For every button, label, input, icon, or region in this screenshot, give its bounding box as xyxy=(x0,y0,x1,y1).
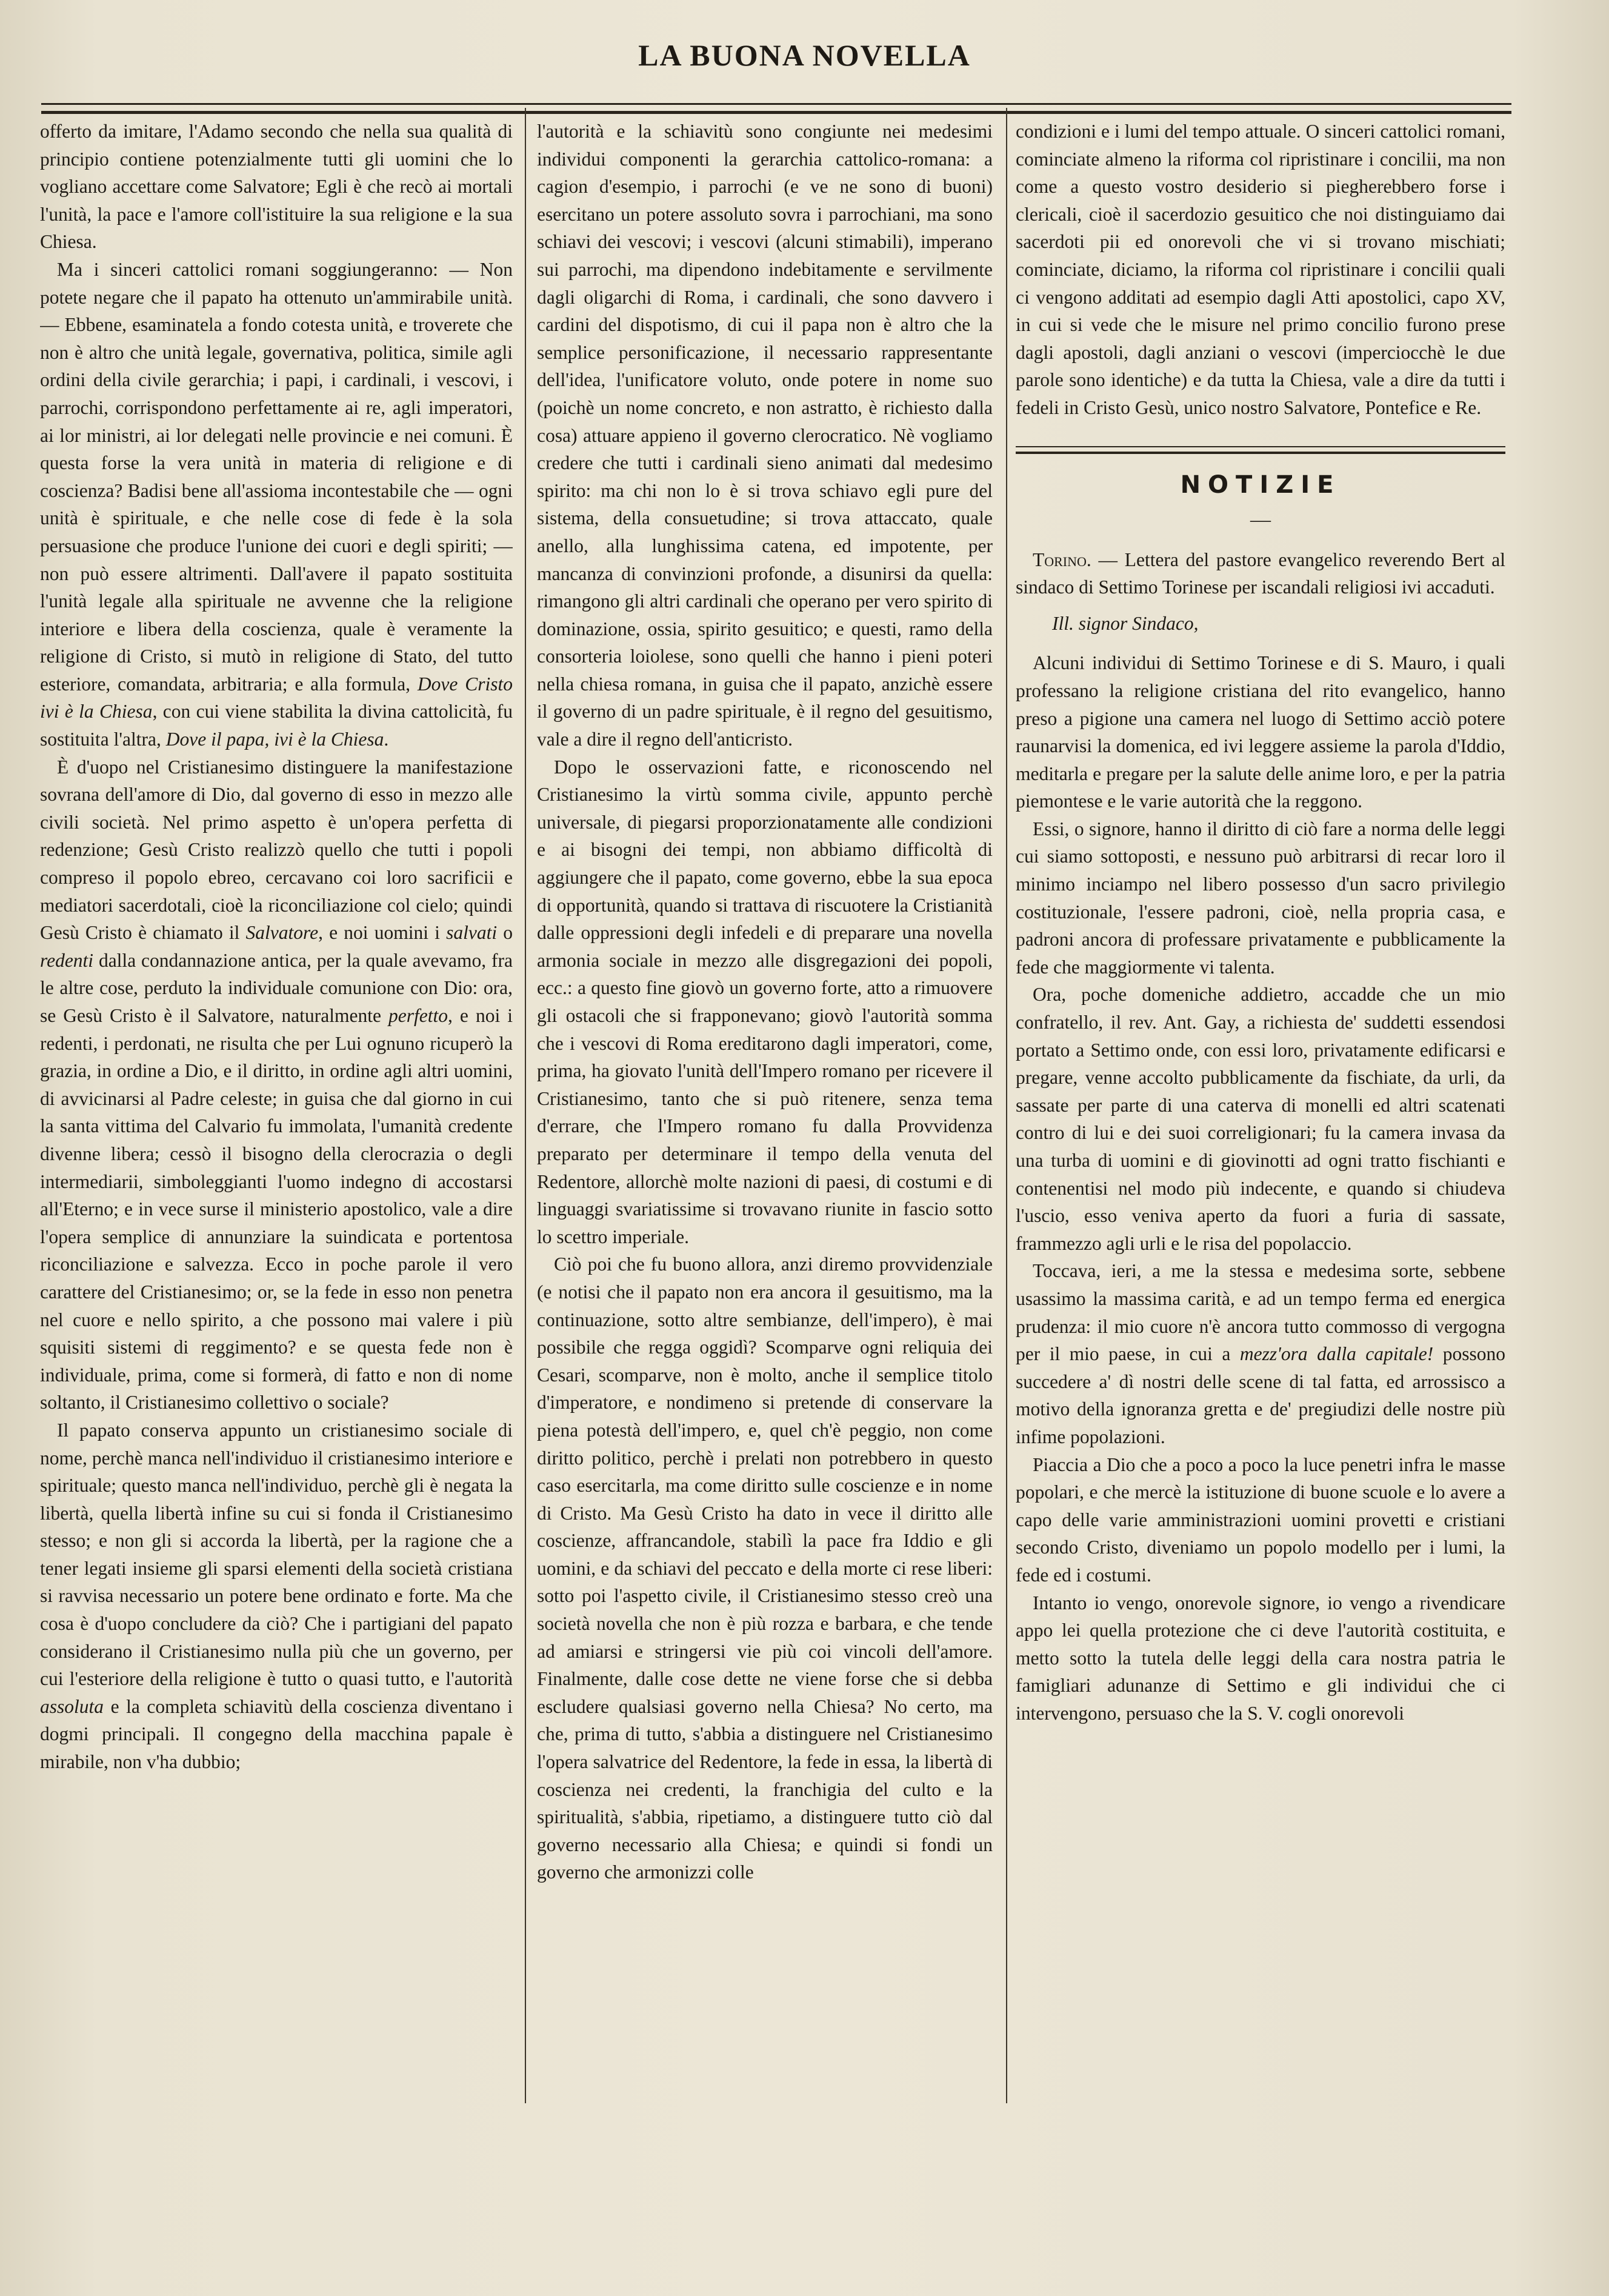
paragraph: Ciò poi che fu buono allora, anzi diremo provvidenziale (e notisi che il papato non era ancora il gesuitismo, ma la continuazione, sotto altre sembianze, dell'impero), è mai possibile che regga oggidì? Scomparve ogni reliquia dei Cesari, scomparve, non è molto, anche il semplice titolo d'imperatore, e nondimeno si pretende di conservare la piena potestà dell'impero, e, quel ch'è peggio, non come diritto politico, perchè i prelati non potrebbero in questo caso esercitarla, ma come diritto sulle coscienze e in nome di Cristo. Ma Gesù Cristo ha dato in vece il diritto alle coscienze, affrancandole, stabilì la pace fra Iddio e gli uomini, e da schiavi del peccato e della morte ci rese liberi: sotto poi l'aspetto civile, il Cristianesimo stesso creò una società novella che non è più rozza e barbara, e che tende ad amiarsi e stringersi vie più coi vincoli dell'amore. Finalmente, dalle cose dette ne viene forse che si debba escludere qualsiasi governo nella Chiesa? No certo, ma che, prima di tutto, s'abbia a distinguere nel Cristianesimo l'opera salvatrice del Redentore, la fede in essa, la libertà di coscienza nei credenti, la franchigia del culto e la spiritualità, s'abbia, ripetiamo, a distinguere tutto ciò dal governo necessario alla Chiesa; e quindi si fondi un governo che armonizzi colle xyxy=(537,1253,993,1883)
article-column-2 xyxy=(537,118,993,2118)
paragraph: offerto da imitare, l'Adamo secondo che nella sua qualità di principio contiene potenzialmente tutti gli uomini che lo vogliano accettare come Salvatore; Egli è che recò ai mortali l'unità, la pace e l'amore coll'istituire la sua religione e la sua Chiesa. xyxy=(40,121,513,253)
section-title: NOTIZIE xyxy=(1180,470,1341,499)
section-divider xyxy=(1016,446,1505,454)
italic-phrase: mezz'ora dalla capitale! xyxy=(1239,1343,1434,1365)
paragraph: Ora, poche domeniche addietro, accadde che un mio confratello, il rev. Ant. Gay, a richiesta de' suddetti essendosi portato a Settimo onde, con essi loro, privatamente edificarsi e pregare, venne accolto pubblicamente da fischiate, da urli, da sassate per parte di una caterva di monelli ed altri scatenati contro di lui e dei suoi correligionari; fu la camera invasa da una turba di uomini e di giovinotti ad ogni tratto fischianti e contenentisi nel modo più indecente, e quando si chiudeva l'uscio, esso veniva aperto da fuori a furia di sassate, frammezzo agli urli e le risa del popolaccio. xyxy=(1016,984,1505,1254)
paragraph: È d'uopo nel Cristianesimo distinguere la manifestazione sovrana dell'amore di Dio, dal governo di esso in mezzo alle civili società. Nel primo aspetto è un'opera perfetta di redenzione; Gesù Cristo realizzò quello che tutti i popoli compreso il popolo ebreo, cercavano coi loro sacrificii e mediatori sacerdotali, cioè la riconciliazione col cielo; quindi Gesù Cristo è chiamato il Salvatore, e noi uomini i salvati o redenti dalla condannazione antica, per la quale avevamo, fra le altre cose, perduto la individuale comunione con Dio: ora, se Gesù Cristo è il Salvatore, naturalmente perfetto, e noi i redenti, i perdonati, ne risulta che per Lui ognuno ricuperò la grazia, in ordine a Dio, e il diritto, in ordine agli altri uomini, di avvicinarsi al Padre celeste; in guisa che dal giorno in cui la santa vittima del Calvario fu immolata, l'umanità credente divenne libera; cessò il bisogno della clerocrazia o degli intermediarii, simboleggianti l'uomo indegno di accostarsi all'Eterno; e in vece surse il ministerio apostolico, vale a dire l'opera semplice di annunziare la suindicata e portentosa riconciliazione e salvezza. Ecco in poche parole il vero carattere del Cristianesimo; or, se la fede in esso non penetra nel cuore e nello spirito, a che possono mai valere i più squisiti sistemi di reggimento? e se questa fede non è individuale, prima, come si formerà, di fatto e non di nome soltanto, il Cristianesimo collettivo o sociale? xyxy=(40,756,513,1413)
header-double-rule xyxy=(41,103,1511,114)
column-divider xyxy=(1006,108,1007,2103)
paragraph: Intanto io vengo, onorevole signore, io vengo a rivendicare appo lei quella protezione che ci deve l'autorità costituita, e metto sotto la tutela delle leggi della cara nostra patria le famigliari adunanze di Settimo e gli individui che ci intervengono, persuaso che la S. V. cogli onorevoli xyxy=(1016,1592,1505,1724)
paragraph: Essi, o signore, hanno il diritto di ciò fare a norma delle leggi cui siamo sottoposti, e nessuno può arbitrarsi di recar loro il minimo inciampo nel libero possesso d'un sacro privilegio costituzionale, l'essere padroni, cioè, nella propria casa, e padroni ancora di professare privatamente e pubblicamente la fede che maggiormente vi talenta. xyxy=(1016,818,1505,978)
italic-phrase: Dove il papa, ivi è la Chiesa xyxy=(165,729,384,750)
paragraph: condizioni e i lumi del tempo attuale. O sinceri cattolici romani, cominciate almeno la riforma col ripristinare i concilii, ma non come a questo vostro desiderio si piegherebbero forse i clericali, cioè il sacerdozio gesuitico che noi distinguiamo dai sacerdoti pii ed onorevoli che vi si trovano mischiati; cominciate, diciamo, la riforma col ripristinare i concilii quali ci vengono additati ad esempio dagli Atti apostolici, capo XV, in cui si vede che le misure nel primo concilio furono prese dagli apostoli, dagli anziani o vescovi (imperciocchè le due parole sono identiche) e da tutta la Chiesa, vale a dire da tutti i fedeli in Cristo Gesù, unico nostro Salvatore, Pontefice e Re. xyxy=(1016,121,1505,418)
paragraph: Alcuni individui di Settimo Torinese e di S. Mauro, i quali professano la religione cristiana del rito evangelico, hanno preso a pigione una camera nel luogo di Settimo acciò potere raunarvisi la domenica, ed ivi leggere assieme la parola d'Iddio, meditarla e pregare per la salute delle anime loro, e per la patria piemontese e le varie autorità che la reggono. xyxy=(1016,652,1505,812)
paragraph: l'autorità e la schiavitù sono congiunte nei medesimi individui componenti la gerarchia cattolico-romana: a cagion d'esempio, i parrochi (e ve ne sono di buoni) esercitano un potere assoluto sovra i parrochiani, ma sono schiavi dei vescovi; i vescovi (alcuni stimabili), imperano sui parrochi, ma dipendono indebitamente e servilmente dagli oligarchi di Roma, i cardinali, che sono davvero i cardini del dispotismo, di cui il papa non è altro che la semplice personificazione, il necessario rappresentante dell'idea, l'unificatore voluto, onde potere in nome suo (poichè un nome concreto, e non astratto, è richiesto dalla cosa) attuare appieno il governo clerocratico. Nè vogliamo credere che tutti i cardinali sieno animati dal medesimo spirito: ma chi non lo è si trova schiavo egli pure del sistema, della consuetudine; si trova attaccato, quale anello, alla lunghissima catena, ed impotente, per mancanza di convinzioni profonde, a disunirsi da quella: rimangono gli altri cardinali che operano per vero spirito di dominazione, ossia, spirito gesuitico; e questi, ramo della consorteria loiolese, sono quelli che hanno i pieni poteri nella chiesa romana, in guisa che il papato, anzichè essere il governo di un padre spirituale, è il regno del gesuitismo, vale a dire il regno dell'anticristo. xyxy=(537,121,993,750)
salutation: Ill. signor Sindaco, xyxy=(1052,612,1199,634)
paragraph: Piaccia a Dio che a poco a poco la luce penetri infra le masse popolari, e che mercè la istituzione di buone scuole e lo avere a capo delle varie amministrazioni uomini provetti e cristiani secondo Cristo, diveniamo un popolo modello per i lumi, la fede ed i costumi. xyxy=(1016,1453,1505,1586)
italic-phrase: Dove Cristo ivi è la Chiesa xyxy=(40,673,513,723)
italic-phrase: Salvatore xyxy=(245,922,319,944)
title-dash: — xyxy=(1250,508,1271,531)
article-column-3 xyxy=(1016,118,1505,2118)
italic-phrase: redenti xyxy=(40,949,94,971)
paragraph: Il papato conserva appunto un cristianesimo sociale di nome, perchè manca nell'individuo il cristianesimo interiore e spirituale; questo manca nell'individuo, perchè gli è negata la libertà, quella libertà infine su cui si fonda il Cristianesimo stesso; e non gli si accorda la libertà, per la ragione che a tener legati insieme gli sparsi elementi della società cristiana si ravvisa necessario un potere bene ordinato e forte. Ma che cosa è d'uopo concludere da ciò? Che i partigiani del papato considerano il Cristianesimo nulla più che un governo, per cui l'esteriore della religione è tutto o quasi tutto, e l'autorità assoluta e la completa schiavitù della coscienza diventano i dogmi principali. Il congegno della macchina papale è mirabile, non v'ha dubbio; xyxy=(40,1419,513,1773)
paragraph: Ma i sinceri cattolici romani soggiungeranno: — Non potete negare che il papato ha ottenuto un'ammirabile unità. — Ebbene, esaminatela a fondo cotesta unità, e troverete che non è altro che unità legale, governativa, politica, simile agli ordini della civile gerarchia; i papi, i cardinali, i vescovi, i parrochi, corrispondono perfettamente ai re, agli imperatori, ai lor ministri, ai lor delegati nelle provincie e nei comuni. È questa forse la vera unità in materia di religione e di coscienza? Badisi bene all'assioma incontestabile che — ogni unità è spirituale, e che nelle cose di fede è la sola persuasione che produce l'unione dei cuori e degli spiriti; — non può essere altrimenti. Dall'avere il papato sostituita l'unità legale alla spirituale ne avvenne che la religione interiore e libera della coscienza, quale è veramente la religione di Cristo, si mutò in religione di Stato, del tutto esteriore, comandata, arbitraria; e alla formula, Dove Cristo ivi è la Chiesa, con cui viene stabilita la divina cattolicità, fu sostituita l'altra, Dove il papa, ivi è la Chiesa. xyxy=(40,258,513,750)
news-intro: Torino. — Lettera del pastore evangelico reverendo Bert al sindaco di Settimo Torinese per iscandali religiosi ivi accaduti. xyxy=(1016,549,1505,598)
article-column-1 xyxy=(40,118,513,2118)
italic-phrase: salvati xyxy=(446,922,498,944)
masthead-title: LA BUONA NOVELLA xyxy=(638,38,971,72)
paragraph: Toccava, ieri, a me la stessa e medesima sorte, sebbene usassimo la massima carità, e ad un tempo ferma ed energica prudenza: il mio cuore n'è ancora tutto commosso di vergogna per il mio paese, in cui a mezz'ora dalla capitale! possono succedere a' dì nostri delle scene di tal fatta, ed arrossisco a motivo della ignoranza gretta e de' pregiudizi delle nostre più infime popolazioni. xyxy=(1016,1260,1505,1447)
italic-phrase: assoluta xyxy=(40,1695,104,1717)
italic-phrase: perfetto xyxy=(388,1005,448,1026)
column-divider xyxy=(525,108,526,2103)
paragraph: Dopo le osservazioni fatte, e riconoscendo nel Cristianesimo la virtù somma civile, appunto perchè universale, di piegarsi proporzionatamente alle condizioni e ai bisogni dei tempi, non abbiamo difficoltà di aggiungere che il papato, come governo, ebbe la sua epoca di opportunità, quando si trattava di riscuotere la Cristianità dalle oppressioni degli infedeli e di preparare una novella armonia sociale in mezzo alle disgregazioni dei popoli, ecc.: a questo fine giovò un governo forte, atto a rimuovere gli ostacoli che si frapponevano; giovò l'autorità somma che i vescovi di Roma ereditarono dagli imperatori, come, prima, ha giovato l'unità dell'Impero romano per ricevere il Cristianesimo, tanto che si può ritenere, senza tema d'errare, che l'Impero romano fu dalla Provvidenza preparato per determinare il tempo della venuta del Redentore, allorchè molte nazioni di paesi, di costumi e di linguaggi svariatissime si trovavano riunite in fascio sotto lo scettro imperiale. xyxy=(537,756,993,1247)
dateline: Torino. xyxy=(1033,549,1091,570)
